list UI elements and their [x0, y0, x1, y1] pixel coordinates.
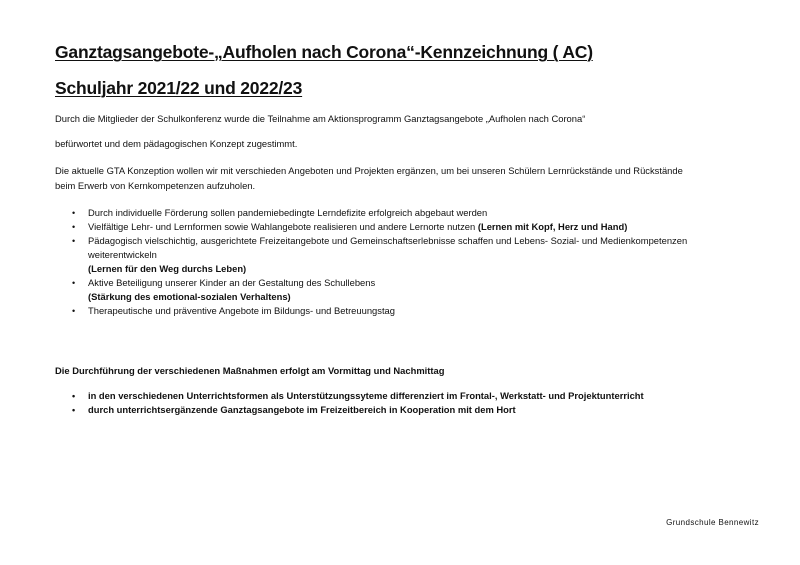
- bullet-icon: •: [72, 222, 76, 232]
- bullet-icon: •: [72, 405, 76, 415]
- footer-school-name: Grundschule Bennewitz: [666, 518, 759, 527]
- goal-text: Aktive Beteiligung unserer Kinder an der Gestaltung des Schullebens: [88, 277, 376, 288]
- goal-bold-suffix: (Lernen mit Kopf, Herz und Hand): [477, 221, 628, 232]
- implementation-list: [55, 389, 644, 417]
- goal-bold-note: (Stärkung des emotional-sozialen Verhaltens): [88, 291, 291, 302]
- intro-paragraph-line-2: befürwortet und dem pädagogischen Konzept zugestimmt.: [55, 138, 298, 149]
- goal-text: Pädagogisch vielschichtig, ausgerichtete Freizeitangebote und Gemeinschaftserlebnisse schaffen und Lebens- Sozial- und Medienkompetenzen: [88, 235, 688, 246]
- goal-continuation: weiterentwickeln: [88, 249, 157, 260]
- goal-bold-note: (Lernen für den Weg durchs Leben): [88, 263, 247, 274]
- goals-list: [55, 206, 687, 318]
- document-title: Ganztagsangebote-„Aufholen nach Corona“-Kennzeichnung ( AC): [55, 42, 593, 62]
- bullet-icon: •: [72, 306, 76, 316]
- goal-text: Durch individuelle Förderung sollen pandemiebedingte Lerndefizite erfolgreich abgebaut werden: [88, 207, 488, 218]
- bullet-icon: •: [72, 208, 76, 218]
- implementation-heading: Die Durchführung der verschiedenen Maßnahmen erfolgt am Vormittag und Nachmittag: [55, 365, 445, 376]
- implementation-item: [55, 389, 644, 403]
- bullet-icon: •: [72, 236, 76, 246]
- goal-item: [55, 206, 687, 220]
- implementation-text: in den verschiedenen Unterrichtsformen als Unterstützungssyteme differenziert im Frontal-, Werkstatt- und Projektunterricht: [88, 390, 644, 401]
- implementation-item: [55, 403, 644, 417]
- goal-text: Vielfältige Lehr- und Lernformen sowie Wahlangebote realisieren und andere Lernorte nutzen: [88, 221, 478, 232]
- concept-paragraph-line-2: beim Erwerb von Kernkompetenzen aufzuholen.: [55, 180, 256, 191]
- document-subtitle: Schuljahr 2021/22 und 2022/23: [55, 78, 303, 98]
- goal-item: [55, 276, 687, 304]
- concept-paragraph-line-1: Die aktuelle GTA Konzeption wollen wir mit verschieden Angeboten und Projekten ergänzen, um bei unseren Schülern Lernrückstände und Rückstände: [55, 165, 683, 176]
- intro-paragraph-line-1: Durch die Mitglieder der Schulkonferenz wurde die Teilnahme am Aktionsprogramm Ganztagsangebote „Aufholen nach Corona“: [55, 113, 586, 124]
- bullet-icon: •: [72, 391, 76, 401]
- implementation-text: durch unterrichtsergänzende Ganztagsangebote im Freizeitbereich in Kooperation mit dem Hort: [88, 404, 516, 415]
- goal-item: [55, 304, 687, 318]
- goal-item: [55, 234, 687, 276]
- bullet-icon: •: [72, 278, 76, 288]
- goal-item: [55, 220, 687, 234]
- goal-text: Therapeutische und präventive Angebote im Bildungs- und Betreuungstag: [88, 305, 395, 316]
